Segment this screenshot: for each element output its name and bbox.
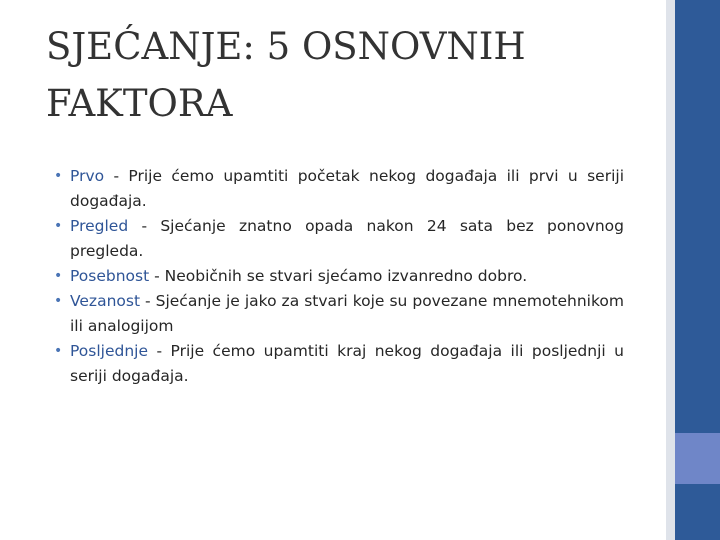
item-term: Vezanost	[70, 292, 141, 310]
bullet-icon: •	[54, 168, 63, 184]
item-text: - Sjećanje znatno opada nakon 24 sata bez ponovnog pregleda.	[70, 217, 624, 260]
item-term: Pregled	[70, 217, 129, 235]
slide-title	[46, 18, 646, 132]
list-item-vezanost	[50, 289, 624, 339]
title-line-1: SJEĆANJE: 5 OSNOVNIH	[46, 25, 526, 68]
list-item-posebnost	[50, 264, 624, 289]
bullet-icon: •	[54, 343, 63, 359]
list-item-pregled	[50, 214, 624, 264]
item-term: Prvo	[70, 167, 105, 185]
title-line-2: FAKTORA	[46, 82, 233, 125]
item-text: - Prije ćemo upamtiti početak nekog događaja ili prvi u seriji događaja.	[70, 167, 624, 210]
sidebar-light-strip	[666, 0, 675, 540]
sidebar-accent-block	[675, 433, 720, 484]
item-text: - Sjećanje je jako za stvari koje su povezane mnemotehnikom ili analogijom	[70, 292, 624, 335]
item-term: Posebnost	[70, 267, 150, 285]
item-text: - Prije ćemo upamtiti kraj nekog događaja ili posljednji u seriji događaja.	[70, 342, 624, 385]
item-text: - Neobičnih se stvari sjećamo izvanredno dobro.	[149, 267, 528, 285]
bullet-icon: •	[54, 293, 63, 309]
item-term: Posljednje	[70, 342, 149, 360]
bullet-list	[50, 164, 624, 389]
list-item-posljednje	[50, 339, 624, 389]
bullet-icon: •	[54, 218, 63, 234]
list-item-prvo	[50, 164, 624, 214]
bullet-icon: •	[54, 268, 63, 284]
